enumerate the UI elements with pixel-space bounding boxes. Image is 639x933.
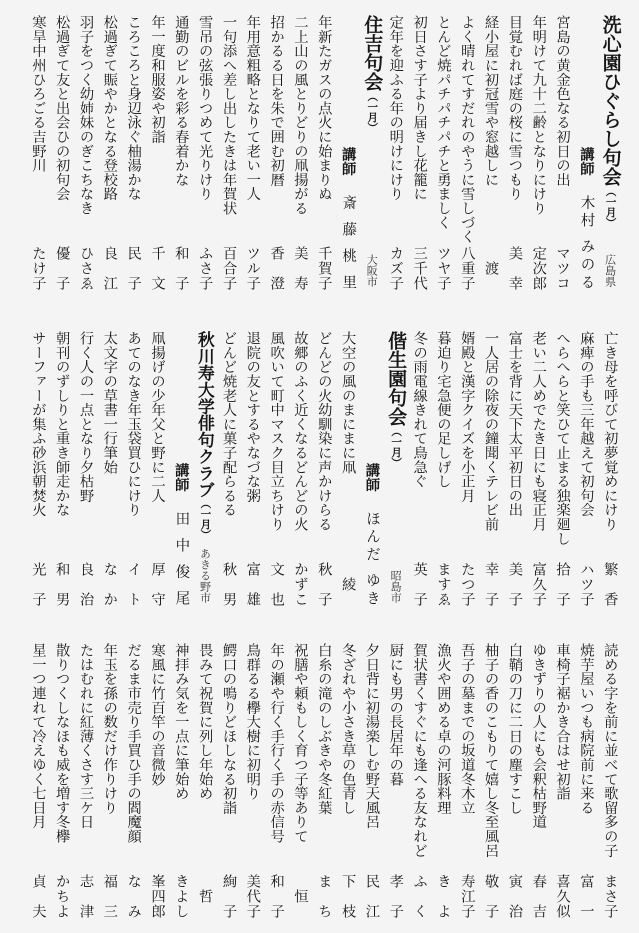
haiku-entry (408, 15, 432, 305)
haiku-author: なみ (125, 874, 142, 918)
haiku-entry (217, 331, 241, 621)
haiku-text: 亡き母を呼びて初夢覚めにけり (602, 331, 619, 532)
haiku-text: 厨にも男の長居年の暮 (387, 643, 404, 786)
haiku-text: 松過ぎて友と出会ひの初句会 (54, 15, 71, 201)
haiku-text: 年新たガスの点火に始まりぬ (316, 15, 333, 201)
haiku-text: 暮迫り宅急便の足しげし (435, 331, 452, 489)
haiku-author: 定次郎 (530, 246, 547, 290)
haiku-text: 寒旱中州ひろごる吉野川 (30, 15, 47, 173)
haiku-text: 凧揚げの少年父と野に二人 (149, 331, 166, 503)
haiku-text: 寒風に竹百竿の音微妙 (149, 643, 166, 786)
teacher-name: 斎藤桃里 (340, 195, 357, 289)
haiku-text: 鳥群るる欅大樹に初明り (244, 643, 261, 801)
haiku-entry (288, 643, 312, 933)
haiku-author: かずこ (292, 562, 309, 606)
haiku-author: たけ子 (30, 246, 47, 290)
haiku-text: 老い二人めでたき日にも寝正月 (530, 331, 547, 532)
haiku-entry (122, 331, 146, 621)
haiku-text: 年の瀬や行く手行く手の赤信号 (268, 643, 285, 844)
teacher-label: 講師 (340, 147, 357, 176)
haiku-author: マツコ (554, 246, 571, 290)
haiku-text: 羽子をつく幼姉妹のぎこちなき (78, 15, 95, 216)
haiku-author: 光子 (30, 562, 47, 606)
haiku-author: 和子 (268, 874, 285, 918)
kukai-month: （一月） (199, 498, 212, 540)
haiku-entry (408, 331, 432, 621)
haiku-text: あてのなき年玉袋買ひにけり (125, 331, 142, 517)
haiku-entry (360, 643, 384, 933)
kukai-place: 大阪市 (365, 254, 379, 287)
haiku-text: 年明けて九十二齢となりにけり (530, 15, 547, 216)
haiku-entry (431, 643, 455, 933)
haiku-entry (574, 331, 598, 621)
haiku-text: 宮島の黄金色なる初日の出 (554, 15, 571, 187)
haiku-author: 絢子 (220, 874, 237, 918)
kukai-title: 秋川寿大学俳句クラブ (195, 331, 216, 498)
haiku-entry (169, 15, 193, 305)
haiku-entry (527, 331, 551, 621)
haiku-author: 英子 (411, 562, 428, 606)
haiku-author: ふく (411, 874, 428, 918)
haiku-entry (384, 15, 408, 305)
haiku-text: ゆきずりの人にも会釈枯野道 (530, 643, 547, 829)
haiku-entry (241, 331, 265, 621)
haiku-text: 行く人の一点となり夕枯野 (78, 331, 95, 503)
haiku-author: ツル子 (244, 246, 261, 290)
haiku-author: 良江 (101, 246, 118, 290)
haiku-author: 寿江子 (459, 874, 476, 918)
haiku-text: 通勤のビルを彩る春着かな (173, 15, 190, 187)
haiku-text: 白鞘の刀に二日の塵すこし (506, 643, 523, 815)
haiku-text: サーファーが集ふ砂浜朝焚火 (30, 331, 47, 517)
teacher-label: 講師 (578, 147, 595, 176)
haiku-text: 年一度和服姿や初詣 (149, 15, 166, 144)
haiku-entry (98, 643, 122, 933)
haiku-author: イト (125, 562, 142, 606)
haiku-text: ころころと身辺泳ぐ柚湯かな (125, 15, 142, 201)
haiku-text: 経小屋に初冠雪や窓越しに (483, 15, 500, 187)
haiku-author: 志津 (78, 874, 95, 918)
haiku-author: 幸子 (483, 562, 500, 606)
haiku-text: 雪吊の弦張りつめて光りけり (197, 15, 214, 201)
haiku-text: 冬の雨電線きれて鳥急ぐ (411, 331, 428, 489)
haiku-entry (265, 643, 289, 933)
haiku-entry (98, 15, 122, 305)
haiku-text: 夕日背に初湯楽しむ野天風呂 (363, 643, 380, 829)
haiku-author: まち (316, 874, 333, 918)
teacher-column (336, 15, 360, 305)
haiku-author: 美幸 (506, 246, 523, 290)
haiku-text: 車椅子裾かき合はせ初詣 (554, 643, 571, 801)
haiku-entry (26, 643, 50, 933)
haiku-entry (74, 643, 98, 933)
kukai-title-column (193, 331, 217, 621)
haiku-text: 漁火や囲める卓の河豚料理 (435, 643, 452, 815)
haiku-entry (265, 15, 289, 305)
haiku-text: 富士を背に天下太平初日の出 (506, 331, 523, 517)
haiku-entry (431, 331, 455, 621)
haiku-text: 冬ざれや小さき草の色青し (340, 643, 357, 815)
haiku-text: 賀状書くすぐにも逢へる友なれど (411, 643, 428, 858)
haiku-text: 目覚むれば庭の桜に雪つもり (506, 15, 523, 201)
kukai-heading (361, 15, 384, 133)
haiku-author: 千文 (149, 246, 166, 290)
haiku-text: たはむれに紅薄くさす三ケ日 (78, 643, 95, 829)
haiku-author: 優子 (54, 246, 71, 290)
haiku-entry (551, 331, 575, 621)
teacher-column (169, 331, 193, 621)
haiku-text: 星一つ連れて冷えゆく七日月 (30, 643, 47, 829)
haiku-author: ハツ子 (578, 562, 595, 606)
haiku-author: 香澄 (268, 246, 285, 290)
haiku-author: 富一 (578, 874, 595, 918)
haiku-author: 秋子 (316, 562, 333, 606)
haiku-entry (288, 15, 312, 305)
teacher-name: 田中俊尾 (173, 511, 190, 605)
haiku-entry (98, 331, 122, 621)
haiku-author: 百合子 (220, 246, 237, 290)
haiku-text: 年玉を孫の数だけ作りけり (101, 643, 118, 815)
haiku-text: 年用意粗略となりて老い一人 (244, 15, 261, 201)
haiku-entry (241, 15, 265, 305)
haiku-entry (312, 643, 336, 933)
haiku-author: 民子 (125, 246, 142, 290)
haiku-author: 和男 (54, 562, 71, 606)
haiku-entry (551, 643, 575, 933)
haiku-entry (598, 331, 622, 621)
haiku-author: ますゑ (435, 562, 452, 606)
haiku-entry (74, 15, 98, 305)
kukai-month: （一月） (366, 91, 379, 133)
haiku-text: 麻痺の手も三年越えて初句会 (578, 331, 595, 517)
haiku-author: 三千代 (411, 246, 428, 290)
haiku-author: 富雄 (244, 562, 261, 606)
haiku-author: 文也 (268, 562, 285, 606)
kukai-title-column (384, 331, 408, 621)
kukai-place: 昭島市 (389, 570, 403, 603)
haiku-text: とんど焼パチパチパチと勇ましく (435, 15, 452, 230)
haiku-text: 吾子の墓までの坂道冬木立 (459, 643, 476, 815)
haiku-entry (551, 15, 575, 305)
teacher-name: ほんだ ゆき (364, 511, 381, 605)
haiku-text: 故郷のふく近くなるどんどの火 (292, 331, 309, 532)
tier-top (26, 15, 622, 305)
haiku-entry (336, 643, 360, 933)
haiku-entry (217, 15, 241, 305)
haiku-author: 恒 (292, 888, 309, 904)
haiku-entry (598, 643, 622, 933)
teacher-column (360, 331, 384, 621)
haiku-text: 一句添へ差し出したきは年賀状 (220, 15, 237, 216)
kukai-heading (197, 331, 214, 540)
haiku-author: まさ子 (602, 874, 619, 918)
haiku-author: 厚守 (149, 562, 166, 606)
haiku-author: 良治 (78, 562, 95, 606)
haiku-author: 福三 (101, 874, 118, 918)
kukai-heading (385, 331, 408, 468)
haiku-entry (455, 643, 479, 933)
tier-bottom (26, 643, 622, 933)
haiku-entry (26, 15, 50, 305)
kukai-place: 広島県 (603, 254, 617, 287)
haiku-entry (50, 643, 74, 933)
haiku-text: 畏みて祝賀に列し年始め (197, 643, 214, 801)
haiku-text: 読める字を前に並べて歌留多の子 (602, 643, 619, 858)
haiku-author: 貞夫 (30, 874, 47, 918)
haiku-author: ふさ子 (197, 246, 214, 290)
haiku-entry (74, 331, 98, 621)
haiku-text: 柚子の香のこもりて嬉し冬至風呂 (483, 643, 500, 858)
haiku-author: 拾子 (554, 562, 571, 606)
haiku-entry (169, 643, 193, 933)
haiku-text: 二上山の風とりどりの凧揚がる (292, 15, 309, 216)
haiku-text: 焼芋屋いつも病院前に来る (578, 643, 595, 815)
haiku-text: 朝刊のずしりと重き師走かな (54, 331, 71, 517)
kukai-title-column (360, 15, 384, 305)
haiku-author: 春吉 (530, 874, 547, 918)
haiku-entry (574, 643, 598, 933)
haiku-text: どんど焼老人に菓子配らるる (220, 331, 237, 517)
tier-middle (26, 331, 622, 621)
haiku-author: カズ子 (387, 246, 404, 290)
haiku-entry (217, 643, 241, 933)
haiku-author: 渡 (483, 260, 500, 276)
haiku-entry (122, 15, 146, 305)
haiku-author: 繁香 (602, 562, 619, 606)
haiku-entry (50, 15, 74, 305)
haiku-text: 初日さす子より届きし花籠に (411, 15, 428, 201)
haiku-author: 八重子 (459, 246, 476, 290)
haiku-author: きよ (435, 874, 452, 918)
haiku-entry (336, 331, 360, 621)
haiku-entry (479, 331, 503, 621)
haiku-text: 鰐口の鳴りどほしなる初詣 (220, 643, 237, 815)
haiku-entry (50, 331, 74, 621)
haiku-entry (145, 331, 169, 621)
kukai-title: 住吉句会 (361, 15, 384, 91)
haiku-entry (288, 331, 312, 621)
kukai-title: 洗心園ひぐらし句会 (599, 15, 622, 186)
haiku-text: 散りつくしなほも威を増す冬欅 (54, 643, 71, 844)
haiku-author: 美寿 (292, 246, 309, 290)
haiku-text: 祝膳や頼もしく育つ子等ありて (292, 643, 309, 844)
haiku-text: 退院の友とするやなづな粥 (244, 331, 261, 503)
haiku-text: どんどの火幼馴染に声かけらる (316, 331, 333, 532)
haiku-author: 孝子 (387, 874, 404, 918)
haiku-author: 綾 (340, 576, 357, 592)
haiku-text: 太文字の草書一行筆始 (101, 331, 118, 474)
haiku-author: なか (101, 562, 118, 606)
haiku-author: たつ子 (459, 562, 476, 606)
haiku-entry (455, 15, 479, 305)
kukai-place: あきる野市 (198, 548, 212, 603)
haiku-author: 民江 (363, 874, 380, 918)
haiku-entry (312, 15, 336, 305)
haiku-author: 富久子 (530, 562, 547, 606)
haiku-author: 寅治 (506, 874, 523, 918)
haiku-text: 松過ぎて賑やかとなる登校路 (101, 15, 118, 201)
haiku-author: 和子 (173, 246, 190, 290)
kukai-heading (601, 15, 620, 228)
haiku-entry (527, 643, 551, 933)
haiku-entry (26, 331, 50, 621)
haiku-author: 千賀子 (316, 246, 333, 290)
kukai-month: （一月） (604, 186, 617, 228)
teacher-label: 講師 (173, 463, 190, 492)
haiku-text: 定年を迎ふる年の明けにけり (387, 15, 404, 201)
haiku-entry (503, 331, 527, 621)
haiku-text: へらへらと笑ひて止まる独楽廻し (554, 331, 571, 546)
haiku-author: 敬子 (483, 874, 500, 918)
haiku-author: かちよ (54, 874, 71, 918)
haiku-author: 喜久似 (554, 874, 571, 918)
haiku-text: 風吹いて町中マスク目立ちけり (268, 331, 285, 532)
haiku-entry (455, 331, 479, 621)
teacher-name: 木村 みのる (578, 195, 595, 289)
haiku-entry (193, 15, 217, 305)
haiku-author: 美子 (506, 562, 523, 606)
haiku-entry (384, 643, 408, 933)
haiku-author: 下枝 (340, 874, 357, 918)
kukai-title-column (598, 15, 622, 305)
haiku-entry (527, 15, 551, 305)
haiku-entry (241, 643, 265, 933)
haiku-author: 美代子 (244, 874, 261, 918)
haiku-author: きよし (173, 874, 190, 918)
haiku-author: ツヤ子 (435, 246, 452, 290)
kukai-title: 偕生園句会 (385, 331, 408, 426)
haiku-entry (479, 15, 503, 305)
haiku-text: 婿殿と漢字クイズを小正月 (459, 331, 476, 503)
haiku-entry (145, 643, 169, 933)
haiku-entry (265, 331, 289, 621)
haiku-text: だるま市売り手買ひ手の閻魔顔 (125, 643, 142, 844)
haiku-entry (312, 331, 336, 621)
haiku-entry (145, 15, 169, 305)
haiku-entry (193, 643, 217, 933)
haiku-entry (503, 15, 527, 305)
haiku-author: 哲 (197, 888, 214, 904)
teacher-column (574, 15, 598, 305)
haiku-entry (479, 643, 503, 933)
teacher-label: 講師 (363, 463, 380, 492)
haiku-text: 一人居の除夜の鐘聞くテレビ前 (483, 331, 500, 532)
haiku-entry (431, 15, 455, 305)
haiku-author: ひさゑ (78, 246, 95, 290)
haiku-text: 大空の風のまにまに凧 (340, 331, 357, 474)
haiku-author: 峯四郎 (149, 874, 166, 918)
haiku-entry (122, 643, 146, 933)
haiku-text: 招かるる日を朱で囲む初暦 (268, 15, 285, 187)
kukai-month: （一月） (390, 426, 403, 468)
haiku-text: 神拝み気を一点に筆始め (173, 643, 190, 801)
haiku-entry (408, 643, 432, 933)
haiku-author: 秋男 (220, 562, 237, 606)
haiku-text: よく晴れてすだれのやうに雪しづく (459, 15, 476, 244)
haiku-text: 白糸の滝のしぶきや冬紅葉 (316, 643, 333, 815)
haiku-entry (503, 643, 527, 933)
